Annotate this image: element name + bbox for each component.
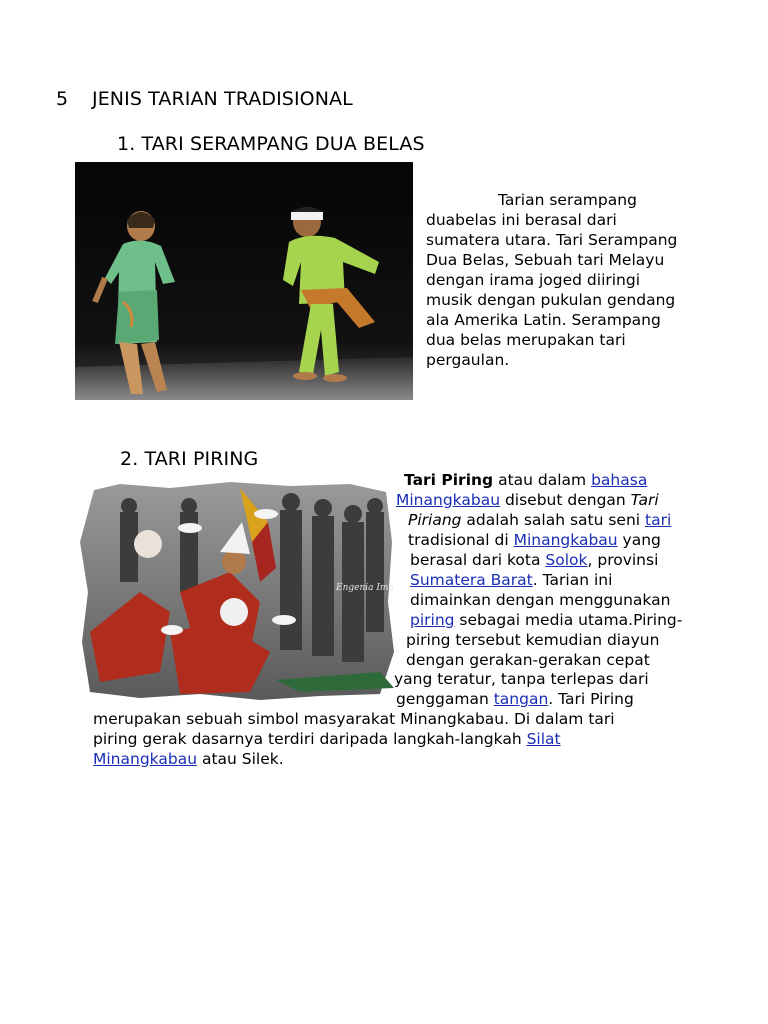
section1-line: Dua Belas, Sebuah tari Melayu xyxy=(426,251,665,269)
piring-line-5 xyxy=(410,550,658,570)
section1-line: dengan irama joged diiringi xyxy=(426,271,641,289)
piring-dancers-photo xyxy=(80,482,396,700)
link-minangkabau-1[interactable]: Minangkabau xyxy=(396,491,501,509)
section1-line: Tarian serampang xyxy=(498,191,637,209)
document-heading: JENIS TARIAN TRADISIONAL xyxy=(92,88,353,110)
piring-line-15 xyxy=(93,749,284,769)
italic-term: Piriang xyxy=(408,511,462,529)
piring-line-6 xyxy=(410,570,612,590)
link-silat[interactable]: Silat xyxy=(526,730,561,748)
piring-line-12 xyxy=(396,689,634,709)
piring-line-14 xyxy=(93,729,561,749)
section1-line: sumatera utara. Tari Serampang xyxy=(426,231,678,249)
text-span: disebut dengan xyxy=(500,491,631,509)
section1-line: musik dengan pukulan gendang xyxy=(426,291,676,309)
link-sumatera-barat[interactable]: Sumatera Barat xyxy=(410,571,533,589)
text-span: atau dalam xyxy=(493,471,592,489)
text-span: genggaman xyxy=(396,690,494,708)
section1-line: duabelas ini berasal dari xyxy=(426,211,617,229)
section1-title: 1. TARI SERAMPANG DUA BELAS xyxy=(117,133,425,155)
section1-line: dua belas merupakan tari xyxy=(426,331,626,349)
text-span: atau Silek. xyxy=(197,750,284,768)
piring-line-8 xyxy=(410,610,682,630)
piring-line-2 xyxy=(396,490,659,510)
link-bahasa[interactable]: bahasa xyxy=(591,471,648,489)
link-minangkabau-2[interactable]: Minangkabau xyxy=(513,531,618,549)
piring-line-1 xyxy=(404,470,647,490)
link-tari[interactable]: tari xyxy=(645,511,672,529)
text-span: yang xyxy=(617,531,661,549)
photo-watermark-text: Engenia Ima xyxy=(336,583,394,593)
text-span: sebagai media utama.Piring- xyxy=(454,611,683,629)
section2-title: 2. TARI PIRING xyxy=(120,448,259,470)
piring-line-10: dengan gerakan-gerakan cepat xyxy=(406,651,650,669)
section1-line: ala Amerika Latin. Serampang xyxy=(426,311,661,329)
piring-line-11: yang teratur, tanpa terlepas dari xyxy=(394,670,649,688)
link-solok[interactable]: Solok xyxy=(545,551,588,569)
piring-line-4 xyxy=(408,530,661,550)
italic-term: Tari xyxy=(630,491,659,509)
section1-paragraph xyxy=(426,190,677,370)
link-tangan[interactable]: tangan xyxy=(493,690,549,708)
section1-line: pergaulan. xyxy=(426,351,510,369)
text-span: . Tari Piring xyxy=(548,690,634,708)
link-minangkabau-3[interactable]: Minangkabau xyxy=(93,750,198,768)
text-span: piring gerak dasarnya terdiri daripada langkah-langkah xyxy=(93,730,527,748)
piring-line-9: piring tersebut kemudian diayun xyxy=(406,631,660,649)
text-span: tradisional di xyxy=(408,531,514,549)
text-span: . Tarian ini xyxy=(532,571,613,589)
text-span: adalah salah satu seni xyxy=(461,511,646,529)
piring-line-3 xyxy=(408,510,671,530)
piring-line-13: merupakan sebuah simbol masyarakat Minangkabau. Di dalam tari xyxy=(93,710,615,728)
piring-line-7: dimainkan dengan menggunakan xyxy=(410,591,671,609)
serampang-dancers-photo xyxy=(75,162,413,400)
text-span: , provinsi xyxy=(587,551,659,569)
link-piring[interactable]: piring xyxy=(410,611,455,629)
text-span: berasal dari kota xyxy=(410,551,546,569)
document-heading-number: 5 xyxy=(56,88,69,110)
piring-bold-term: Tari Piring xyxy=(404,471,494,489)
